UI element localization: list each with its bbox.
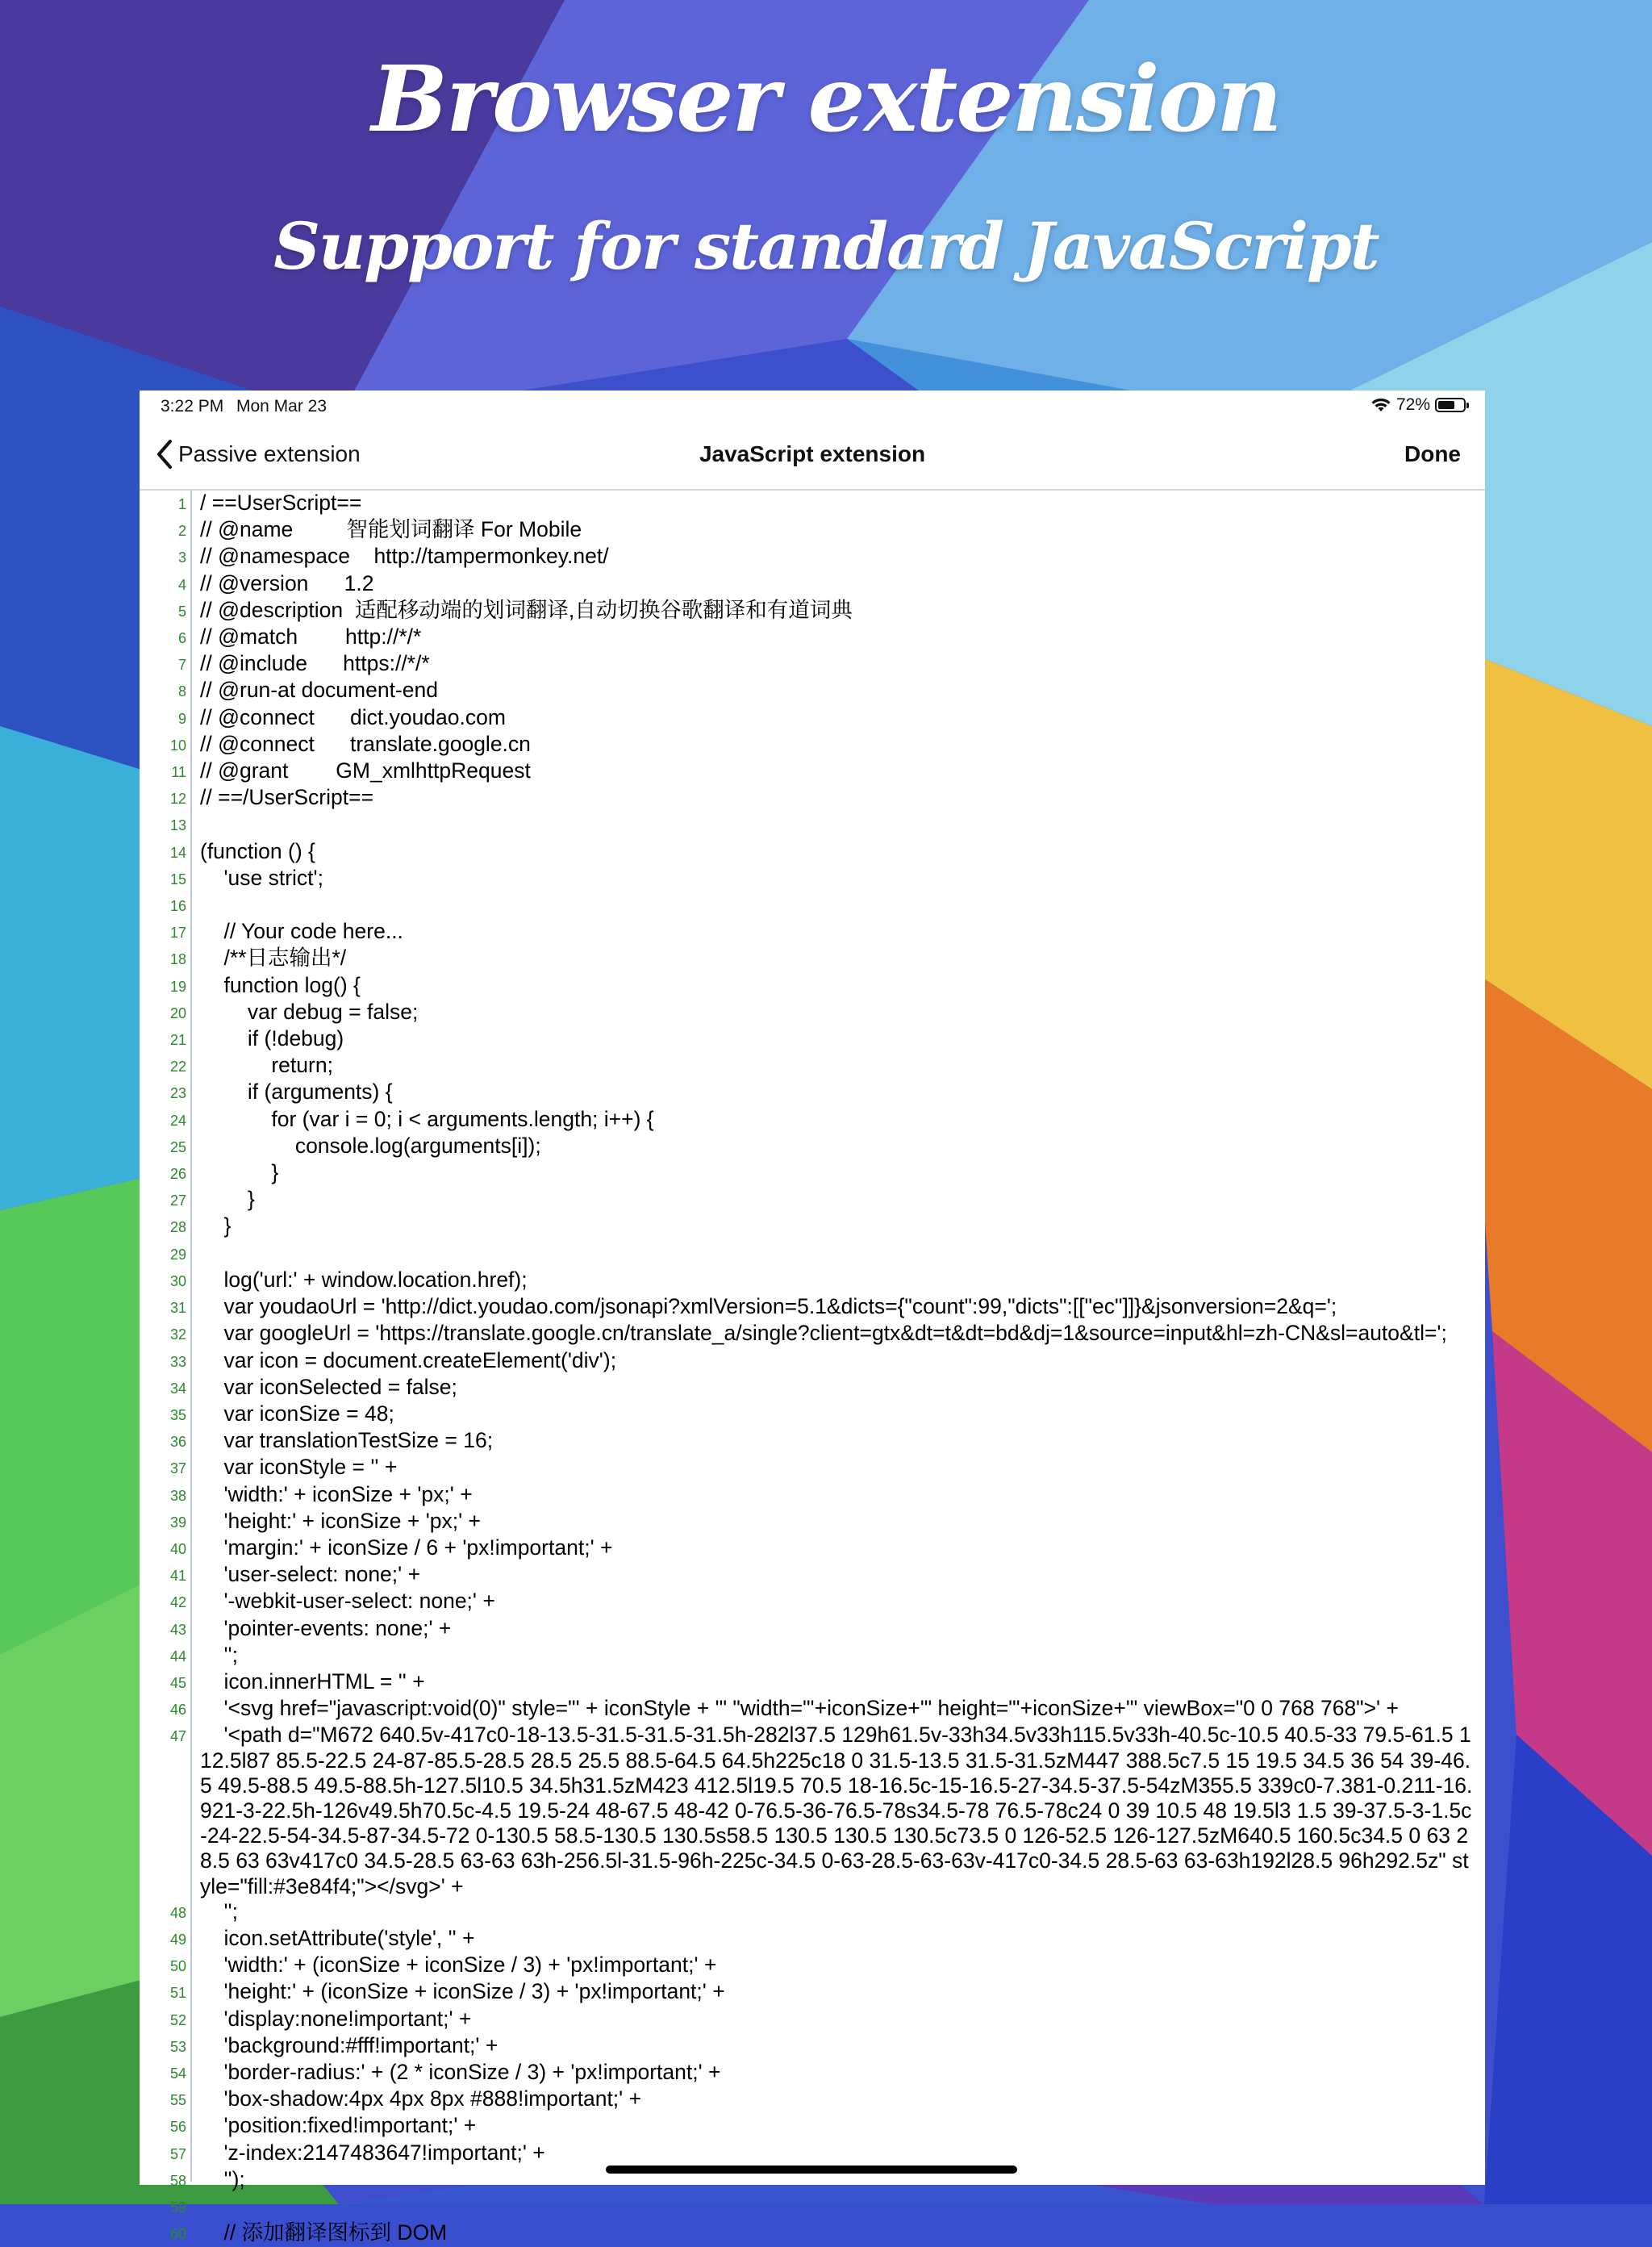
line-text: var youdaoUrl = 'http://dict.youdao.com/jsonapi?xmlVersion=5.1&dicts={"count":99,"dicts":[["ec"]]}&jsonversion=2&q=';: [200, 1294, 1337, 1319]
line-number: 25: [169, 1138, 186, 1155]
code-line: [140, 598, 1485, 624]
line-number: 38: [169, 1487, 186, 1504]
code-line: [140, 732, 1485, 758]
navigation-bar: [140, 420, 1485, 491]
code-line: [140, 2140, 1485, 2167]
code-line: [140, 1979, 1485, 2006]
line-number: 22: [169, 1059, 186, 1075]
line-number: 18: [169, 951, 186, 968]
code-line: [140, 919, 1485, 946]
code-line: [140, 839, 1485, 866]
line-number: 2: [177, 523, 186, 540]
line-number: 6: [177, 630, 186, 647]
code-line: [140, 1053, 1485, 1080]
code-line: [140, 1241, 1485, 1268]
line-number: 11: [171, 764, 186, 781]
line-text: 'display:none!important;' +: [200, 2006, 472, 2031]
code-line: [140, 2007, 1485, 2033]
line-number: 41: [169, 1568, 186, 1585]
code-editor[interactable]: [140, 491, 1485, 2245]
code-line: [140, 1562, 1485, 1589]
line-number: 42: [169, 1594, 186, 1611]
line-text: // @connect dict.youdao.com: [200, 704, 506, 729]
line-number: 45: [169, 1674, 186, 1691]
code-line: [140, 1000, 1485, 1026]
line-number: 59: [169, 2199, 186, 2216]
line-text: (function () {: [200, 838, 315, 863]
line-number: 23: [169, 1085, 186, 1102]
code-line: [140, 1589, 1485, 1615]
code-lines: [140, 491, 1485, 2247]
code-line: [140, 1723, 1485, 1898]
line-text: }: [200, 1213, 232, 1238]
line-number: 48: [169, 1904, 186, 1921]
code-line: [140, 1348, 1485, 1375]
code-line: [140, 517, 1485, 544]
battery-icon: [1435, 398, 1466, 412]
line-text: [200, 812, 1475, 838]
line-number: 29: [169, 1246, 186, 1263]
line-number: 20: [169, 1004, 186, 1021]
line-text: / ==UserScript==: [200, 491, 362, 515]
line-text: if (arguments) {: [200, 1080, 393, 1105]
status-time: 3:22 PM: [161, 397, 224, 416]
line-text: // Your code here...: [200, 919, 403, 944]
line-text: // @name 智能划词翻译 For Mobile: [200, 517, 582, 542]
line-number: 43: [169, 1621, 186, 1638]
line-number: 5: [177, 603, 186, 620]
line-text: '';: [200, 1642, 238, 1667]
code-line: [140, 1401, 1485, 1428]
line-text: 'use strict';: [200, 865, 323, 890]
line-number: 13: [169, 817, 186, 834]
line-text: '<svg href="javascript:void(0)" style="' + iconStyle + '" "width="'+iconSize+'" height="'+iconSize+'" viewBox="0 0 768 768">' +: [200, 1696, 1399, 1721]
line-number: 17: [169, 925, 186, 942]
line-text: 'border-radius:' + (2 * iconSize / 3) + 'px!important;' +: [200, 2059, 721, 2084]
code-line: [140, 2060, 1485, 2086]
marketing-headline: Browser extension: [371, 47, 1281, 152]
line-text: // @include https://*/*: [200, 651, 430, 676]
code-line: [140, 785, 1485, 812]
code-line: [140, 946, 1485, 972]
line-text: var googleUrl = 'https://translate.google.cn/translate_a/single?client=gtx&dt=t&dt=bd&dj=1&source=input&hl=zh-CN&sl=auto&tl=';: [200, 1321, 1447, 1346]
line-number: 12: [169, 791, 186, 808]
code-line: [140, 1107, 1485, 1134]
code-line: [140, 2220, 1485, 2247]
line-text: 'box-shadow:4px 4px 8px #888!important;' +: [200, 2086, 642, 2111]
code-line: [140, 2194, 1485, 2220]
line-text: var iconSize = 48;: [200, 1401, 394, 1426]
line-number: 28: [169, 1219, 186, 1236]
back-button-label: Passive extension: [178, 441, 361, 466]
line-number: 26: [169, 1166, 186, 1183]
line-number: 32: [169, 1326, 186, 1343]
line-text: 'width:' + iconSize + 'px;' +: [200, 1481, 473, 1506]
code-line: [140, 1321, 1485, 1347]
line-text: // @namespace http://tampermonkey.net/: [200, 544, 609, 569]
line-number: 34: [169, 1380, 186, 1397]
line-text: 'pointer-events: none;' +: [200, 1615, 452, 1640]
line-text: // @connect translate.google.cn: [200, 731, 531, 756]
code-line: [140, 705, 1485, 732]
line-text: /**日志输出*/: [200, 946, 347, 971]
line-number: 56: [169, 2119, 186, 2136]
line-number: 1: [177, 496, 186, 512]
line-text: icon.innerHTML = '' +: [200, 1669, 425, 1694]
line-text: var iconStyle = '' +: [200, 1455, 398, 1480]
line-number: 54: [169, 2065, 186, 2082]
line-number: 27: [169, 1192, 186, 1209]
code-line: [140, 2086, 1485, 2113]
line-text: '');: [200, 2166, 245, 2191]
done-button[interactable]: Done: [1404, 441, 1461, 466]
chevron-left-icon: [156, 439, 173, 470]
line-text: for (var i = 0; i < arguments.length; i++) {: [200, 1106, 654, 1131]
code-line: [140, 1375, 1485, 1401]
line-number: 53: [169, 2038, 186, 2055]
page-title: JavaScript extension: [699, 441, 926, 466]
back-button[interactable]: [156, 420, 361, 489]
line-number: 35: [169, 1406, 186, 1423]
line-text: }: [200, 1187, 255, 1212]
line-number: 15: [169, 871, 186, 888]
line-text: 'height:' + iconSize + 'px;' +: [200, 1508, 482, 1533]
code-line: [140, 1899, 1485, 1926]
line-number: 49: [169, 1931, 186, 1948]
line-number: 10: [169, 737, 186, 754]
line-text: '<path d="M672 640.5v-417c0-18-13.5-31.5-31.5-31.5h-282l37.5 129h61.5v-33h34.5v33h115.5v33h-40.5c-10.5 40.5-33 79.5-61.5 112.5l87 85.5-22.5 24-87-85.5-28.5 28.5 25.5 88.5-64.5 64.5h225c18 0 31.5-13.5 31.5-31.5zM447 388.5c7.5 15 19.5 34.5 36 54 39-46.5 49.5-88.5 49.5-88.5h-127.5l10.5 34.5h31.5zM423 412.5l19.5 70.5 18-16.5c-15-16.5-27-34.5-37.5-54zM355.5 339c0-7.381-0.211-16.921-3-22.5h-126v49.5h70.5c-4.5 19.5-24 48-67.5 48-42 0-76.5-36-76.5-78s34.5-78 76.5-78c24 0 39 10.5 48 19.5l3 1.5 39-37.5-3-1.5c-24-22.5-54-34.5-87-34.5-72 0-130.5 58.5-130.5 130.5s58.5 130.5 130.5 130.5c73.5 0 126-52.5 126-127.5zM640.5 160.5c34.5 0 63 28.5 63 63v417c0 34.5-28.5 63-63 63h-256.5l-31.5-96h-225c-34.5 0-63-28.5-63-63v-417c0-34.5 28.5-63 63-63h192l28.5 96h292.5z" style="fill:#3e84f4;"></svg>' +: [200, 1723, 1473, 1898]
line-number: 30: [169, 1272, 186, 1289]
code-line: [140, 1509, 1485, 1535]
line-number: 36: [169, 1434, 186, 1451]
line-number: 33: [169, 1353, 186, 1370]
battery-percent: 72%: [1395, 395, 1430, 414]
code-line: [140, 651, 1485, 678]
line-number: 39: [169, 1514, 186, 1531]
marketing-subheadline: Support for standard JavaScript: [273, 208, 1379, 284]
line-number: 16: [169, 898, 186, 915]
line-text: console.log(arguments[i]);: [200, 1133, 541, 1158]
line-number: 4: [177, 576, 186, 593]
code-line: [140, 866, 1485, 892]
status-bar: [140, 391, 1485, 420]
code-line: [140, 1026, 1485, 1053]
code-line: [140, 1428, 1485, 1455]
line-text: // 添加翻译图标到 DOM: [200, 2220, 448, 2245]
code-line: [140, 812, 1485, 838]
line-text: var iconSelected = false;: [200, 1374, 457, 1399]
line-text: // @version 1.2: [200, 570, 374, 595]
line-text: log('url:' + window.location.href);: [200, 1267, 528, 1292]
code-line: [140, 571, 1485, 598]
line-number: 50: [169, 1958, 186, 1975]
status-indicators: [1370, 395, 1466, 415]
line-number: 19: [169, 978, 186, 995]
code-line: [140, 1294, 1485, 1321]
code-line: [140, 1160, 1485, 1187]
code-line: [140, 1482, 1485, 1509]
line-text: var debug = false;: [200, 999, 419, 1024]
code-line: [140, 1953, 1485, 1979]
line-number: 58: [169, 2172, 186, 2189]
line-text: // @run-at document-end: [200, 678, 438, 703]
line-number: 24: [169, 1112, 186, 1129]
line-text: 'position:fixed!important;' +: [200, 2113, 477, 2138]
line-text: }: [200, 1160, 279, 1185]
home-indicator[interactable]: [606, 2166, 1017, 2174]
line-text: return;: [200, 1053, 333, 1078]
code-line: [140, 1213, 1485, 1240]
line-text: var icon = document.createElement('div');: [200, 1347, 617, 1372]
code-line: [140, 1616, 1485, 1643]
line-text: // @grant GM_xmlhttpRequest: [200, 758, 531, 783]
line-text: [200, 2194, 1475, 2220]
code-line: [140, 544, 1485, 570]
code-line: [140, 678, 1485, 704]
line-text: 'width:' + (iconSize + iconSize / 3) + 'px!important;' +: [200, 1953, 717, 1978]
line-text: // @match http://*/*: [200, 624, 422, 649]
line-number: 47: [169, 1728, 186, 1745]
line-text: '';: [200, 1898, 238, 1923]
line-text: [200, 1241, 1475, 1268]
wifi-icon: [1370, 397, 1391, 413]
line-text: // ==/UserScript==: [200, 785, 374, 810]
line-number: 7: [177, 657, 186, 674]
battery-fill: [1438, 401, 1454, 409]
code-line: [140, 491, 1485, 517]
line-number: 9: [177, 710, 186, 727]
code-line: [140, 892, 1485, 919]
line-text: [200, 892, 1475, 919]
code-line: [140, 1134, 1485, 1160]
code-line: [140, 2033, 1485, 2060]
line-text: 'background:#fff!important;' +: [200, 2032, 499, 2057]
line-number: 40: [169, 1540, 186, 1557]
line-text: 'margin:' + iconSize / 6 + 'px!important;' +: [200, 1535, 613, 1560]
code-line: [140, 624, 1485, 651]
line-text: '-webkit-user-select: none;' +: [200, 1589, 495, 1614]
line-number: 8: [177, 683, 186, 700]
line-number: 51: [169, 1985, 186, 2002]
line-text: // @description 适配移动端的划词翻译,自动切换谷歌翻译和有道词典: [200, 597, 853, 622]
code-line: [140, 1669, 1485, 1696]
code-line: [140, 1926, 1485, 1953]
line-number: 52: [169, 2011, 186, 2028]
line-number: 14: [169, 844, 186, 861]
line-number: 60: [169, 2226, 186, 2243]
line-number: 3: [177, 549, 186, 566]
code-line: [140, 1643, 1485, 1669]
line-text: 'height:' + (iconSize + iconSize / 3) + 'px!important;' +: [200, 1979, 725, 2004]
line-text: icon.setAttribute('style', '' +: [200, 1925, 475, 1950]
code-line: [140, 1268, 1485, 1294]
line-number: 21: [169, 1032, 186, 1049]
line-text: function log() {: [200, 972, 361, 997]
code-line: [140, 1455, 1485, 1481]
code-line: [140, 973, 1485, 1000]
line-text: 'user-select: none;' +: [200, 1562, 421, 1587]
status-date: Mon Mar 23: [236, 397, 327, 416]
code-line: [140, 1696, 1485, 1723]
line-number: 44: [169, 1648, 186, 1664]
line-text: if (!debug): [200, 1026, 344, 1051]
code-line: [140, 758, 1485, 785]
code-line: [140, 1187, 1485, 1213]
line-number: 57: [169, 2145, 186, 2162]
line-number: 31: [169, 1300, 186, 1317]
code-line: [140, 1535, 1485, 1562]
device-screen: [140, 391, 1485, 2245]
line-text: 'z-index:2147483647!important;' +: [200, 2140, 545, 2165]
line-number: 55: [169, 2092, 186, 2109]
code-line: [140, 1080, 1485, 1106]
line-text: var translationTestSize = 16;: [200, 1428, 494, 1453]
line-number: 37: [169, 1460, 186, 1477]
line-number: 46: [169, 1702, 186, 1719]
code-line: [140, 2113, 1485, 2140]
